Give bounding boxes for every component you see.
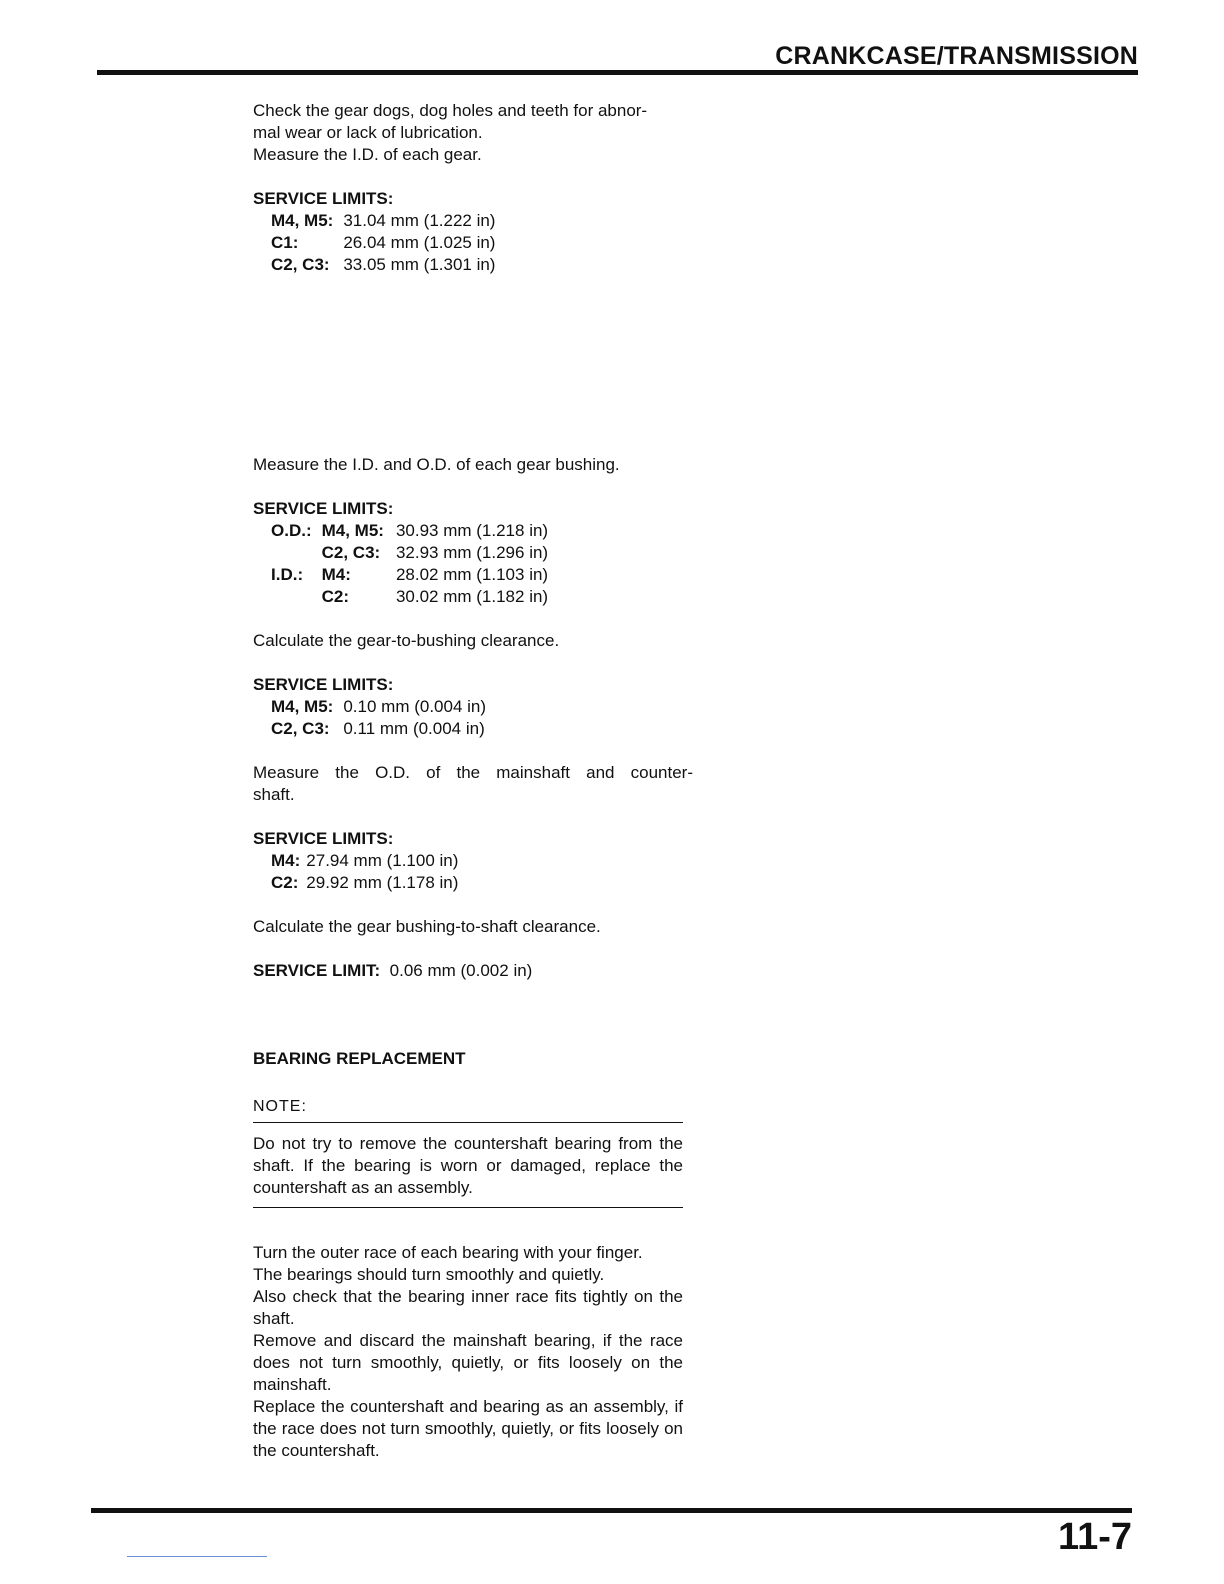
bushing-limits-heading: SERVICE LIMITS:: [253, 499, 394, 518]
limit-label: M4, M5:: [321, 521, 384, 540]
shaft-limits-heading: SERVICE LIMITS:: [253, 829, 394, 848]
gear-clearance-text: Calculate the gear-to-bushing clearance.: [253, 631, 560, 650]
limit-value: 28.02 mm (1.103 in): [395, 565, 549, 584]
bushing-limits-table: [271, 520, 548, 608]
limit-label: C2, C3:: [321, 543, 381, 562]
limit-group: I.D.:: [271, 565, 304, 584]
limit-row: [271, 210, 495, 232]
limit-row: [271, 542, 548, 564]
gear-limits-table: [271, 210, 495, 276]
note-text: Do not try to remove the countershaft bearing from the shaft. If the bearing is worn or damaged, replace the countershaft as an assembly.: [253, 1123, 683, 1208]
limit-value: 33.05 mm (1.301 in): [343, 255, 496, 274]
page-content: [253, 100, 693, 1462]
bearing-para-2: The bearings should turn smoothly and quietly.: [253, 1265, 605, 1284]
shaft-measure-line-1: Measure the O.D. of the mainshaft and counter-: [253, 763, 693, 782]
gear-check-line-1: Check the gear dogs, dog holes and teeth for abnor-: [253, 101, 648, 120]
limit-label: M4:: [271, 851, 301, 870]
bearing-replacement-heading: BEARING REPLACEMENT: [253, 1049, 466, 1068]
limit-value: 0.11 mm (0.004 in): [343, 719, 485, 738]
page-header-title: CRANKCASE/TRANSMISSION: [775, 42, 1138, 70]
bearing-para-3: Also check that the bearing inner race fits tightly on the shaft.: [253, 1287, 683, 1328]
limit-label: C1:: [271, 233, 299, 252]
limit-row: [271, 232, 495, 254]
limit-row: [271, 520, 548, 542]
limit-row: [271, 696, 486, 718]
bearing-para-4: Remove and discard the mainshaft bearing, if the race does not turn smoothly, quietly, or fits loosely on the mainshaft.: [253, 1331, 683, 1394]
header-rule: [97, 70, 1138, 75]
limit-group: [271, 586, 322, 608]
gear-clearance-limits-heading: SERVICE LIMITS:: [253, 675, 394, 694]
limit-row: [271, 254, 495, 276]
limit-group: [271, 542, 322, 564]
gear-clearance-limits-table: [271, 696, 486, 740]
gear-limits-heading: SERVICE LIMITS:: [253, 189, 394, 208]
limit-label: M4, M5:: [271, 211, 334, 230]
bearing-para-1: Turn the outer race of each bearing with your finger.: [253, 1243, 643, 1262]
limit-value: 30.93 mm (1.218 in): [395, 521, 549, 540]
limit-row: [271, 586, 548, 608]
limit-row: [271, 850, 458, 872]
limit-label: M4:: [321, 565, 351, 584]
shaft-clearance-text: Calculate the gear bushing-to-shaft clearance.: [253, 917, 601, 936]
shaft-clearance-limit-label: SERVICE LIMIT:: [253, 961, 381, 980]
limit-label: C2:: [271, 873, 299, 892]
limit-row: [271, 718, 486, 740]
note-label: NOTE:: [253, 1096, 683, 1123]
shaft-measure-line-2: shaft.: [253, 785, 295, 804]
limit-value: 29.92 mm (1.178 in): [306, 873, 459, 892]
bearing-instructions: [253, 1242, 683, 1462]
limit-value: 30.02 mm (1.182 in): [395, 587, 549, 606]
bearing-para-5: Replace the countershaft and bearing as an assembly, if the race does not turn smoothly, quietly, or fits loosely on the countershaft.: [253, 1397, 683, 1460]
shaft-clearance-limit-value: 0.06 mm (0.002 in): [389, 961, 533, 980]
bushing-measure-text: Measure the I.D. and O.D. of each gear bushing.: [253, 455, 620, 474]
limit-group: O.D.:: [271, 521, 312, 540]
limit-value: 27.94 mm (1.100 in): [306, 851, 459, 870]
limit-value: 26.04 mm (1.025 in): [343, 233, 496, 252]
gear-measure-text: Measure the I.D. of each gear.: [253, 145, 482, 164]
limit-value: 0.10 mm (0.004 in): [343, 697, 487, 716]
limit-label: C2:: [321, 587, 350, 606]
limit-value: 31.04 mm (1.222 in): [343, 211, 496, 230]
footer-rule: [91, 1508, 1132, 1513]
limit-value: 32.93 mm (1.296 in): [395, 543, 549, 562]
shaft-clearance-limit: [253, 960, 693, 982]
gear-check-line-2: mal wear or lack of lubrication.: [253, 123, 483, 142]
page-number: 11-7: [1058, 1516, 1132, 1558]
link-underline: [127, 1556, 267, 1557]
limit-row: [271, 564, 548, 586]
limit-label: C2, C3:: [271, 719, 330, 738]
limit-label: C2, C3:: [271, 255, 330, 274]
limit-row: [271, 872, 458, 894]
limit-label: M4, M5:: [271, 697, 334, 716]
shaft-limits-table: [271, 850, 458, 894]
note-box: [253, 1096, 683, 1208]
